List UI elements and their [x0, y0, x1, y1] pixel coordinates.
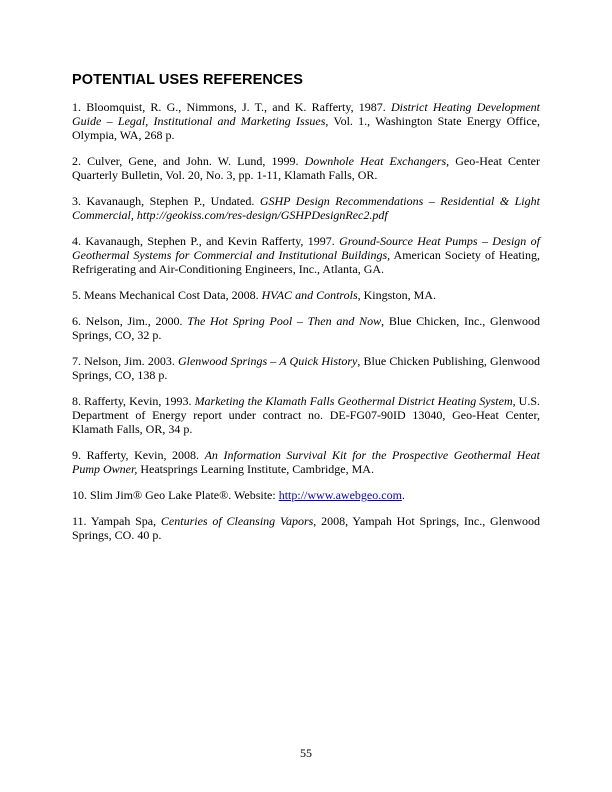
- reference-7: [72, 354, 540, 382]
- reference-text: , U.S. Department of Energy report under contract no. DE-FG07-90ID 13040, Geo-Heat Center, Klamath Falls, OR, 34 p.: [72, 394, 541, 436]
- reference-text: 4. Kavanaugh, Stephen P., and Kevin Rafferty, 1997.: [72, 234, 340, 248]
- reference-text: American Society of Heating, Refrigerating and Air-Conditioning Engineers, Inc., Atlanta, GA.: [72, 248, 540, 276]
- reference-8: [72, 394, 540, 436]
- reference-text: 3. Kavanaugh, Stephen P., Undated.: [72, 194, 260, 208]
- reference-4: [72, 234, 540, 276]
- reference-text: Heatsprings Learning Institute, Cambridge, MA.: [137, 462, 374, 476]
- reference-title: GSHP Design Recommendations – Residential & Light Commercial, http://geokiss.com/res-design/GSHPDesignRec2.pdf: [72, 194, 540, 222]
- reference-2: [72, 154, 540, 182]
- reference-text: 5. Means Mechanical Cost Data, 2008.: [72, 288, 262, 302]
- website-link[interactable]: http://www.awebgeo.com: [278, 488, 402, 502]
- reference-title: The Hot Spring Pool – Then and Now: [187, 314, 382, 328]
- reference-text: 2. Culver, Gene, and John. W. Lund, 1999.: [72, 154, 305, 168]
- reference-text: 7. Nelson, Jim. 2003.: [72, 354, 178, 368]
- reference-text: , Vol. 1., Washington State Energy Office, Olympia, WA, 268 p.: [72, 114, 541, 142]
- reference-text: 9. Rafferty, Kevin, 2008.: [72, 448, 205, 462]
- reference-title: An Information Survival Kit for the Prospective Geothermal Heat Pump Owner,: [72, 448, 540, 476]
- reference-text: , 2008, Yampah Hot Springs, Inc., Glenwood Springs, CO. 40 p.: [72, 514, 541, 542]
- reference-title: Ground-Source Heat Pumps – Design of Geothermal Systems for Commercial and Institutional Buildings,: [72, 234, 540, 262]
- reference-5: [72, 288, 540, 302]
- reference-text: 6. Nelson, Jim., 2000.: [72, 314, 188, 328]
- reference-text: , Kingston, MA.: [357, 288, 436, 302]
- reference-title: Centuries of Cleansing Vapors: [160, 514, 314, 528]
- reference-title: Marketing the Klamath Falls Geothermal District Heating System: [194, 394, 513, 408]
- reference-3: [72, 194, 540, 222]
- reference-text: 11. Yampah Spa,: [72, 514, 161, 528]
- reference-title: Glenwood Springs – A Quick History: [177, 354, 358, 368]
- page-heading: POTENTIAL USES REFERENCES: [72, 72, 304, 88]
- reference-title: District Heating Development Guide – Legal, Institutional and Marketing Issues: [72, 100, 540, 128]
- reference-9: [72, 448, 540, 476]
- reference-text: , Blue Chicken Publishing, Glenwood Springs, CO, 138 p.: [72, 354, 540, 382]
- reference-title: HVAC and Controls: [261, 288, 358, 302]
- page-number: 55: [300, 746, 312, 760]
- reference-text: 10. Slim Jim® Geo Lake Plate®. Website:: [72, 488, 279, 502]
- reference-text: , Blue Chicken, Inc., Glenwood Springs, CO, 32 p.: [72, 314, 540, 342]
- reference-10: [72, 488, 540, 502]
- page-body: [72, 72, 540, 554]
- reference-6: [72, 314, 540, 342]
- reference-text: .: [401, 488, 405, 502]
- reference-title: Downhole Heat Exchangers: [304, 154, 447, 168]
- reference-11: [72, 514, 540, 542]
- reference-1: [72, 100, 540, 142]
- reference-text: 8. Rafferty, Kevin, 1993.: [72, 394, 195, 408]
- reference-text: 1. Bloomquist, R. G., Nimmons, J. T., and K. Rafferty, 1987.: [72, 100, 391, 114]
- reference-text: , Geo-Heat Center Quarterly Bulletin, Vol. 20, No. 3, pp. 1-11, Klamath Falls, OR.: [72, 154, 540, 182]
